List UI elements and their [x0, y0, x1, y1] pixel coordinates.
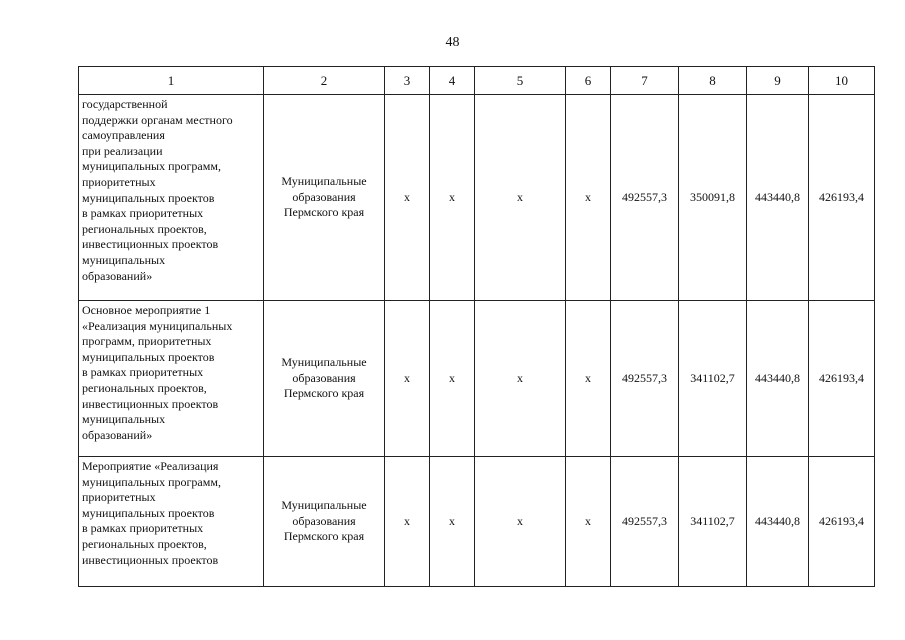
cell-col5: х	[475, 95, 566, 301]
executor-cell	[264, 301, 385, 457]
cell-col8: 350091,8	[679, 95, 747, 301]
executor-line: Пермского края	[283, 386, 365, 401]
description-line: в рамках приоритетных	[82, 365, 204, 380]
cell-col5: х	[475, 457, 566, 587]
description-line: региональных проектов,	[82, 380, 207, 395]
cell-col4: х	[430, 457, 475, 587]
description-line: образований»	[82, 268, 153, 283]
cell-col4: х	[430, 301, 475, 457]
column-header: 9	[747, 67, 809, 95]
cell-col7: 492557,3	[611, 95, 679, 301]
page-number: 48	[445, 35, 460, 50]
description-line: муниципальных проектов	[82, 349, 215, 364]
cell-col7: 492557,3	[611, 301, 679, 457]
description-line: инвестиционных проектов	[82, 396, 219, 411]
column-header: 4	[430, 67, 475, 95]
description-line: приоритетных	[82, 174, 156, 189]
column-header: 6	[566, 67, 611, 95]
column-header: 8	[679, 67, 747, 95]
cell-col6: х	[566, 95, 611, 301]
executor-cell	[264, 457, 385, 587]
description-line: инвестиционных проектов	[82, 237, 219, 252]
executor-line: Пермского края	[283, 529, 365, 544]
cell-col8: 341102,7	[679, 457, 747, 587]
column-header: 2	[264, 67, 385, 95]
description-line: муниципальных проектов	[82, 190, 215, 205]
executor-line: Муниципальные	[281, 174, 367, 189]
executor-line: Муниципальные	[281, 498, 367, 513]
description-line: образований»	[82, 427, 153, 442]
description-cell	[79, 457, 264, 587]
description-line: муниципальных программ,	[82, 474, 221, 489]
description-line: самоуправления	[82, 128, 165, 143]
cell-col9: 443440,8	[747, 301, 809, 457]
description-line: «Реализация муниципальных	[82, 318, 233, 333]
column-header: 10	[809, 67, 875, 95]
description-line: муниципальных проектов	[82, 505, 215, 520]
column-header: 5	[475, 67, 566, 95]
description-line: Мероприятие «Реализация	[82, 459, 219, 473]
column-number-row	[79, 67, 875, 95]
executor-line: Пермского края	[283, 205, 365, 220]
table-row	[79, 95, 875, 301]
description-line: государственной	[82, 97, 168, 111]
executor-line: образования	[292, 370, 356, 385]
cell-col3: х	[385, 301, 430, 457]
description-line: в рамках приоритетных	[82, 521, 204, 536]
cell-col3: х	[385, 95, 430, 301]
cell-col6: х	[566, 457, 611, 587]
cell-col5: х	[475, 301, 566, 457]
budget-table	[78, 66, 875, 587]
description-cell	[79, 301, 264, 457]
cell-col10: 426193,4	[809, 457, 875, 587]
description-line: приоритетных	[82, 490, 156, 505]
cell-col3: х	[385, 457, 430, 587]
table-row	[79, 457, 875, 587]
column-header: 7	[611, 67, 679, 95]
description-line: муниципальных	[82, 252, 166, 267]
column-header: 3	[385, 67, 430, 95]
cell-col4: х	[430, 95, 475, 301]
cell-col8: 341102,7	[679, 301, 747, 457]
description-line: муниципальных	[82, 412, 166, 427]
executor-line: образования	[292, 189, 356, 204]
cell-col9: 443440,8	[747, 95, 809, 301]
description-line: региональных проектов,	[82, 221, 207, 236]
cell-col6: х	[566, 301, 611, 457]
cell-col10: 426193,4	[809, 95, 875, 301]
cell-col9: 443440,8	[747, 457, 809, 587]
description-line: поддержки органам местного	[82, 112, 233, 127]
description-line: инвестиционных проектов	[82, 552, 219, 567]
table-row	[79, 301, 875, 457]
description-line: в рамках приоритетных	[82, 206, 204, 221]
cell-col10: 426193,4	[809, 301, 875, 457]
description-line: региональных проектов,	[82, 536, 207, 551]
executor-line: образования	[292, 513, 356, 528]
description-line: программ, приоритетных	[82, 334, 212, 349]
column-header: 1	[79, 67, 264, 95]
cell-col7: 492557,3	[611, 457, 679, 587]
executor-line: Муниципальные	[281, 355, 367, 370]
description-line: Основное мероприятие 1	[82, 303, 211, 317]
description-cell	[79, 95, 264, 301]
description-line: при реализации	[82, 143, 163, 158]
executor-cell	[264, 95, 385, 301]
description-line: муниципальных программ,	[82, 159, 221, 174]
